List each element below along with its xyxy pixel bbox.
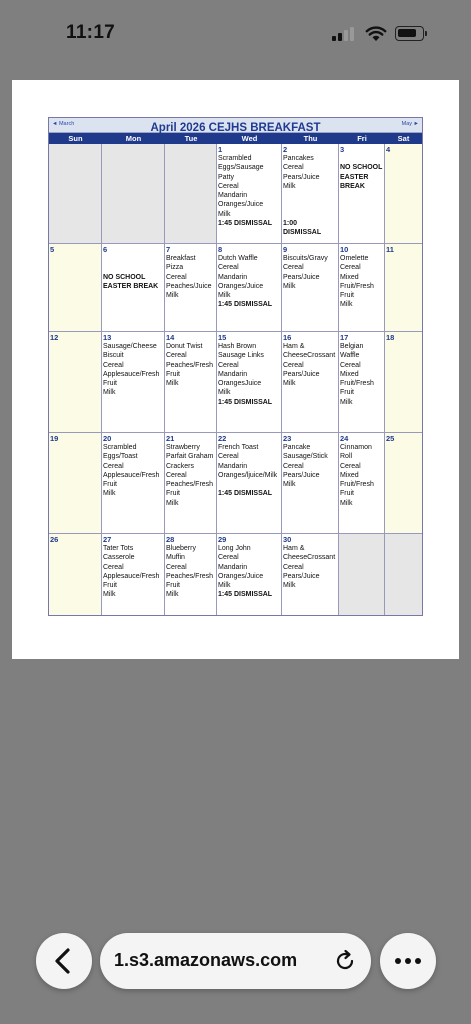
menu-line: Hash Brown	[218, 343, 257, 350]
day-number: 11	[386, 245, 394, 254]
menu-line: Pears/Juice	[283, 273, 320, 281]
calendar-empty-cell	[165, 144, 217, 244]
menu-line: Applesauce/Fresh	[103, 572, 160, 580]
menu-line: Milk	[340, 301, 353, 309]
menu-line: Oranges/ljuice/Milk	[218, 471, 278, 479]
url-text: 1.s3.amazonaws.com	[114, 950, 298, 970]
menu-line: Mixed	[340, 471, 359, 479]
back-button[interactable]	[36, 933, 92, 989]
day-number: 24	[340, 434, 349, 443]
menu-line: Milk	[340, 398, 353, 406]
menu-line: 1:45 DISMISSAL	[218, 490, 273, 498]
calendar-day-15	[217, 332, 282, 433]
menu-line: Milk	[218, 389, 231, 397]
menu-line: Tater Tots	[103, 545, 134, 552]
menu-line: Fruit	[340, 389, 354, 397]
menu-line: Cereal	[218, 264, 239, 272]
menu-line: Cinnamon	[340, 444, 372, 451]
line-spacer	[103, 254, 163, 263]
day-number: 18	[386, 333, 395, 342]
weekday-label: Thu	[303, 134, 318, 143]
day-number: 7	[166, 245, 171, 254]
menu-line: Pancakes	[283, 155, 314, 162]
day-number: 3	[340, 145, 345, 154]
menu-line: Fruit/Fresh	[340, 282, 374, 290]
menu-line: Scrambled	[218, 155, 252, 162]
menu-line: Milk	[166, 591, 179, 599]
menu-line: Pizza	[166, 264, 184, 272]
menu-line: Milk	[103, 591, 116, 599]
menu-line: Cereal	[218, 182, 239, 190]
menu-line: Mandarin	[218, 273, 248, 281]
day-number: 25	[386, 434, 395, 443]
calendar-empty-cell	[49, 144, 102, 244]
menu-line: Milk	[218, 292, 231, 300]
menu-line: Scrambled	[103, 444, 137, 451]
ellipsis-icon	[380, 933, 436, 989]
day-number: 10	[340, 245, 349, 254]
menu-line: Applesauce/Fresh	[103, 471, 160, 479]
day-number: 29	[218, 535, 227, 544]
menu-line: Donut Twist	[166, 343, 203, 350]
battery-icon	[395, 26, 424, 41]
menu-line: Casserole	[103, 554, 135, 562]
calendar-empty-cell	[339, 534, 385, 615]
menu-line: Milk	[218, 210, 231, 218]
menu-line: Cereal	[340, 264, 361, 272]
day-number: 4	[386, 145, 391, 154]
menu-line: Cereal	[166, 471, 187, 479]
calendar-day-23	[282, 433, 339, 534]
menu-line: Milk	[166, 499, 179, 507]
menu-line: Milk	[283, 481, 296, 489]
menu-line: Cereal	[218, 554, 239, 562]
menu-line: Cereal	[283, 164, 304, 172]
menu-line: EASTER	[340, 173, 369, 181]
weekday-header	[49, 133, 422, 144]
calendar-day-13	[102, 332, 165, 433]
menu-line: Milk	[218, 582, 231, 590]
menu-line: Sausage/Cheese	[103, 343, 157, 350]
menu-line: Milk	[283, 182, 296, 190]
menu-line: Fruit	[166, 582, 180, 590]
weekday-label: Sun	[68, 134, 83, 143]
menu-line: Sausage Links	[218, 352, 264, 360]
calendar-day-22	[217, 433, 282, 534]
menu-line: Milk	[283, 582, 296, 590]
day-number: 28	[166, 535, 175, 544]
menu-line: Fruit	[103, 582, 117, 590]
weekday-label: Tue	[184, 134, 198, 143]
menu-line: Peaches/Fresh	[166, 572, 214, 580]
menu-line: CheeseCrossant	[283, 352, 336, 360]
menu-line: Cereal	[166, 352, 187, 360]
day-number: 1	[218, 145, 223, 154]
day-number: 30	[283, 535, 292, 544]
prev-month-link[interactable]: ◄ March	[52, 121, 75, 127]
menu-line: Cereal	[218, 453, 239, 461]
menu-line: Cereal	[103, 361, 124, 369]
menu-line: Fruit	[340, 490, 354, 498]
status-time: 11:17	[66, 22, 116, 43]
day-number: 14	[166, 333, 175, 342]
day-number: 23	[283, 434, 292, 443]
menu-line: Omelette	[340, 255, 369, 262]
calendar-day-27	[102, 534, 165, 615]
menu-line: Cereal	[283, 563, 304, 571]
calendar-day-8	[217, 244, 282, 332]
line-spacer	[283, 200, 337, 209]
menu-line: Long John	[218, 545, 251, 552]
next-month-link[interactable]: May ►	[401, 121, 419, 127]
menu-line: Oranges/Juice	[218, 282, 264, 290]
cellular-signal-icon	[332, 27, 356, 41]
calendar-grid	[49, 144, 422, 615]
menu-line: French Toast	[218, 444, 259, 451]
menu-line: Pears/Juice	[283, 370, 320, 378]
menu-line: Mandarin	[218, 370, 248, 378]
calendar-day-29	[217, 534, 282, 615]
day-number: 9	[283, 245, 288, 254]
menu-line: Dutch Waffle	[218, 255, 258, 262]
menu-line: Milk	[166, 292, 179, 300]
calendar-day-1	[217, 144, 282, 244]
menu-line: 1:45 DISMISSAL	[218, 220, 273, 228]
menu-line: BREAK	[340, 182, 365, 190]
menu-line: Belgian	[340, 343, 364, 350]
menu-line: Milk	[103, 389, 116, 397]
menu-line: Milk	[283, 380, 296, 388]
day-number: 21	[166, 434, 175, 443]
menu-line: Fruit/Fresh	[340, 380, 374, 388]
wifi-icon	[365, 25, 387, 42]
line-spacer	[103, 263, 163, 272]
menu-line: 1:00	[283, 220, 298, 228]
menu-line: Oranges/Juice	[218, 201, 264, 209]
breakfast-calendar	[48, 117, 423, 616]
calendar-day-17	[339, 332, 385, 433]
day-number: 20	[103, 434, 112, 443]
calendar-day-12	[49, 332, 102, 433]
menu-line: Cereal	[166, 563, 187, 571]
menu-line: Fruit	[103, 481, 117, 489]
address-bar[interactable]	[100, 933, 371, 989]
weekday-label: Fri	[357, 134, 367, 143]
menu-line: Pancake	[283, 444, 311, 451]
menu-line: Pears/Juice	[283, 173, 320, 181]
menu-line: Applesauce/Fresh	[103, 370, 160, 378]
menu-line: Ham &	[283, 343, 305, 350]
day-number: 12	[50, 333, 59, 342]
menu-line: Strawberry	[166, 444, 200, 451]
weekday-label: Mon	[125, 134, 142, 143]
calendar-day-25	[385, 433, 422, 534]
day-number: 22	[218, 434, 227, 443]
chevron-left-icon	[36, 933, 92, 989]
menu-line: Cereal	[283, 361, 304, 369]
menu-line: Cereal	[340, 361, 361, 369]
day-number: 5	[50, 245, 55, 254]
day-number: 2	[283, 145, 288, 154]
calendar-day-30	[282, 534, 339, 615]
menu-line: Peaches/Juice	[166, 282, 212, 290]
calendar-day-21	[165, 433, 217, 534]
line-spacer	[218, 480, 280, 489]
menu-line: Mandarin	[218, 462, 248, 470]
browser-toolbar	[0, 915, 471, 1005]
menu-line: Cereal	[166, 273, 187, 281]
day-number: 6	[103, 245, 108, 254]
weekday-label: Sat	[397, 134, 410, 143]
document-page	[12, 80, 459, 659]
menu-line: Cereal	[283, 462, 304, 470]
day-number: 19	[50, 434, 59, 443]
calendar-day-16	[282, 332, 339, 433]
status-bar	[0, 0, 471, 70]
calendar-day-5	[49, 244, 102, 332]
menu-line: Milk	[103, 490, 116, 498]
calendar-day-26	[49, 534, 102, 615]
menu-line: NO SCHOOL	[340, 164, 383, 172]
menu-line: Mandarin	[218, 192, 248, 200]
more-options-button[interactable]	[380, 933, 436, 989]
menu-line: Peaches/Fresh	[166, 361, 214, 369]
calendar-day-28	[165, 534, 217, 615]
calendar-title: April 2026 CEJHS BREAKFAST	[150, 122, 321, 134]
day-number: 15	[218, 333, 227, 342]
calendar-empty-cell	[102, 144, 165, 244]
calendar-day-6	[102, 244, 165, 332]
calendar-day-20	[102, 433, 165, 534]
calendar-day-9	[282, 244, 339, 332]
menu-line: Milk	[283, 282, 296, 290]
day-number: 17	[340, 333, 349, 342]
menu-line: Crackers	[166, 462, 195, 470]
calendar-day-7	[165, 244, 217, 332]
menu-line: Ham &	[283, 545, 305, 552]
menu-line: OrangesJuice	[218, 380, 262, 388]
calendar-day-24	[339, 433, 385, 534]
menu-line: Mandarin	[218, 563, 248, 571]
day-number: 8	[218, 245, 223, 254]
calendar-day-11	[385, 244, 422, 332]
menu-line: CheeseCrossant	[283, 554, 336, 562]
menu-line: Roll	[340, 453, 353, 461]
menu-line: Fruit	[340, 292, 354, 300]
menu-line: Cereal	[218, 361, 239, 369]
menu-line: Milk	[340, 499, 353, 507]
menu-line: Pears/Juice	[283, 572, 320, 580]
menu-line: Blueberry	[166, 545, 196, 552]
calendar-day-14	[165, 332, 217, 433]
calendar-title-bar	[49, 118, 422, 133]
menu-line: EASTER BREAK	[103, 282, 159, 290]
line-spacer	[283, 210, 337, 219]
calendar-day-10	[339, 244, 385, 332]
menu-line: Cereal	[103, 462, 124, 470]
menu-line: Sausage/Stick	[283, 453, 328, 461]
day-number: 27	[103, 535, 112, 544]
menu-line: Eggs/Toast	[103, 453, 138, 461]
menu-line: Breakfast	[166, 255, 196, 262]
calendar-day-4	[385, 144, 422, 244]
menu-line: Milk	[166, 380, 179, 388]
menu-line: Mixed	[340, 273, 359, 281]
menu-line: 1:45 DISMISSAL	[218, 591, 273, 599]
menu-line: Cereal	[340, 462, 361, 470]
day-number: 13	[103, 333, 112, 342]
menu-line: Cereal	[283, 264, 304, 272]
menu-line: Pears/Juice	[283, 471, 320, 479]
menu-line: NO SCHOOL	[103, 273, 146, 281]
calendar-empty-cell	[385, 534, 422, 615]
menu-line: Cereal	[103, 563, 124, 571]
menu-line: Muffin	[166, 554, 185, 562]
calendar-day-19	[49, 433, 102, 534]
menu-line: 1:45 DISMISSAL	[218, 301, 273, 309]
weekday-label: Wed	[241, 134, 258, 143]
menu-line: Biscuit	[103, 352, 124, 360]
menu-line: Fruit	[103, 380, 117, 388]
menu-line: Fruit	[166, 490, 180, 498]
menu-line: Oranges/Juice	[218, 572, 264, 580]
menu-line: DISMISSAL	[283, 229, 322, 237]
menu-line: Eggs/Sausage	[218, 164, 264, 172]
menu-line: Patty	[218, 173, 234, 181]
menu-line: Biscuits/Gravy	[283, 255, 328, 262]
menu-line: 1:45 DISMISSAL	[218, 398, 273, 406]
menu-line: Fruit/Fresh	[340, 481, 374, 489]
day-number: 26	[50, 535, 59, 544]
calendar-day-2	[282, 144, 339, 244]
menu-line: Waffle	[340, 352, 360, 360]
menu-line: Fruit	[166, 370, 180, 378]
calendar-day-18	[385, 332, 422, 433]
calendar-day-3	[339, 144, 385, 244]
line-spacer	[340, 154, 383, 163]
line-spacer	[283, 191, 337, 200]
menu-line: Parfait Graham	[166, 453, 214, 461]
menu-line: Peaches/Fresh	[166, 481, 214, 489]
day-number: 16	[283, 333, 292, 342]
reload-icon[interactable]	[333, 949, 357, 973]
menu-line: Mixed	[340, 370, 359, 378]
